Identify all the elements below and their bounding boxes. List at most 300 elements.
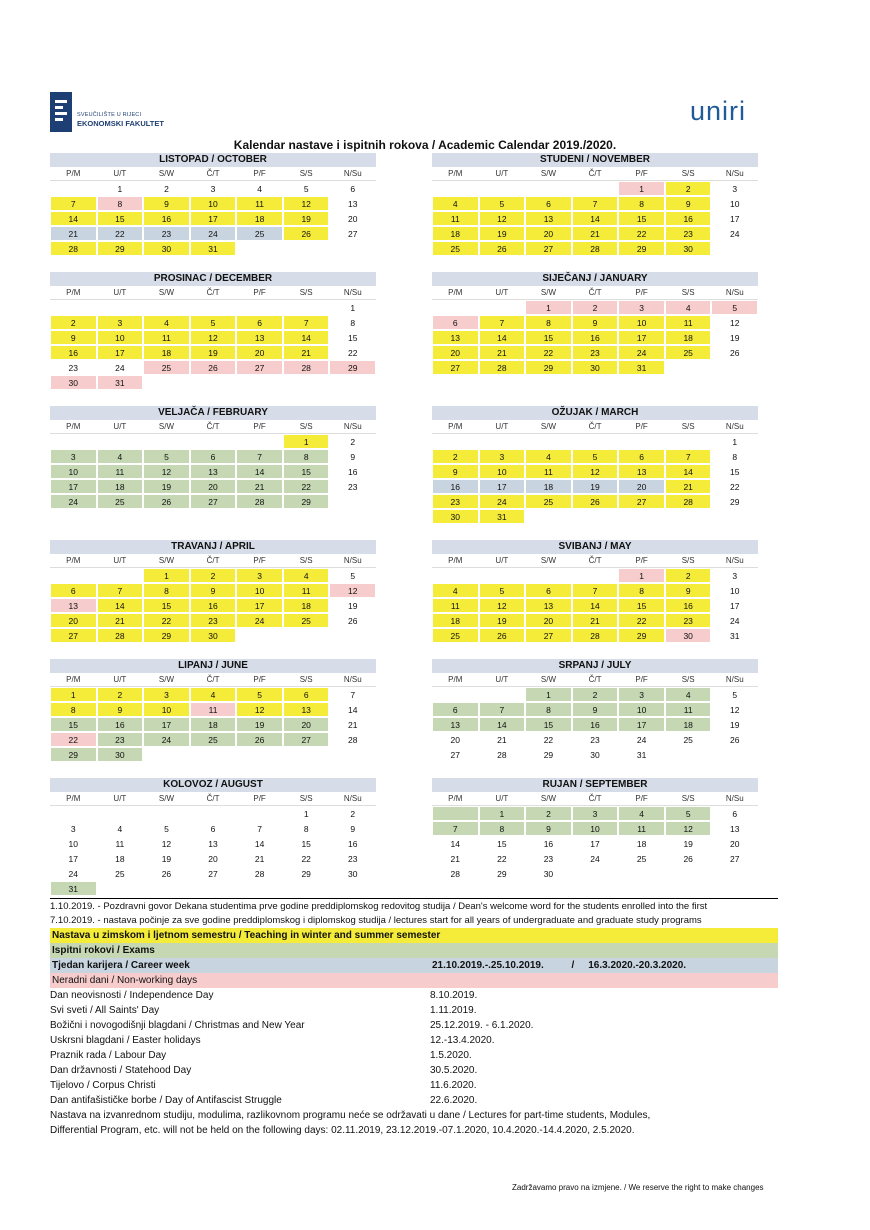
day-cell: 3 (190, 181, 237, 196)
day-cell: 30 (432, 509, 479, 524)
week-row (432, 821, 758, 836)
weekday-label: S/W (540, 169, 556, 178)
week-row (432, 747, 758, 762)
month-table (432, 153, 758, 256)
day-cell: 6 (190, 449, 237, 464)
holiday-row (50, 1033, 778, 1048)
day-cell: 8 (711, 449, 758, 464)
weekday-label: U/T (495, 556, 509, 565)
week-row (432, 300, 758, 315)
day-cell: 18 (618, 836, 665, 851)
day-cell: 19 (711, 717, 758, 732)
day-cell: 1 (618, 181, 665, 196)
day-cell: 28 (236, 866, 283, 881)
day-cell: 15 (329, 330, 376, 345)
day-cell: 11 (665, 702, 712, 717)
day-cell: 24 (711, 226, 758, 241)
day-cell (711, 747, 758, 762)
day-cell: 9 (329, 449, 376, 464)
day-cell: 21 (329, 717, 376, 732)
week-row (50, 315, 376, 330)
day-cell: 23 (329, 479, 376, 494)
day-cell: 29 (618, 628, 665, 643)
weekday-header (432, 167, 758, 181)
weekday-label: S/W (540, 556, 556, 565)
weekday-label: N/Su (725, 794, 744, 803)
day-cell: 4 (190, 687, 237, 702)
day-cell: 4 (97, 821, 144, 836)
month-table (50, 272, 376, 390)
day-cell: 25 (143, 360, 190, 375)
day-cell: 28 (97, 628, 144, 643)
day-cell: 2 (329, 434, 376, 449)
weekday-label: S/S (299, 422, 313, 431)
weekday-header (432, 554, 758, 568)
weekday-label: Č/T (588, 422, 602, 431)
week-row (432, 836, 758, 851)
day-cell: 5 (143, 821, 190, 836)
day-cell (143, 881, 190, 896)
day-cell: 26 (329, 613, 376, 628)
day-cell: 30 (190, 628, 237, 643)
holiday-name: Praznik rada / Labour Day (50, 1050, 167, 1061)
day-cell (432, 181, 479, 196)
week-row (50, 717, 376, 732)
day-cell (432, 434, 479, 449)
day-cell: 9 (50, 330, 97, 345)
weekday-label: P/M (66, 556, 81, 565)
day-cell: 19 (329, 598, 376, 613)
day-cell: 15 (283, 836, 330, 851)
day-cell (665, 866, 712, 881)
month-title: STUDENI / NOVEMBER (432, 153, 758, 167)
day-cell: 18 (432, 226, 479, 241)
day-cell: 1 (525, 300, 572, 315)
week-row (50, 732, 376, 747)
day-cell (97, 300, 144, 315)
day-cell: 3 (711, 181, 758, 196)
day-cell: 13 (190, 464, 237, 479)
week-row (432, 509, 758, 524)
weekday-label: U/T (113, 288, 127, 297)
weekday-label: S/W (158, 794, 174, 803)
day-cell: 12 (143, 464, 190, 479)
day-cell: 2 (572, 300, 619, 315)
weekday-label: N/Su (343, 288, 362, 297)
day-cell: 26 (236, 732, 283, 747)
weekday-label: N/Su (725, 288, 744, 297)
day-cell: 31 (711, 628, 758, 643)
week-row (432, 687, 758, 702)
weekday-label: P/M (66, 675, 81, 684)
weekday-header (50, 673, 376, 687)
week-row (50, 613, 376, 628)
day-cell: 27 (190, 494, 237, 509)
day-cell: 6 (525, 583, 572, 598)
day-cell: 19 (711, 330, 758, 345)
day-cell: 30 (665, 241, 712, 256)
day-cell: 10 (572, 821, 619, 836)
weekday-label: Č/T (206, 794, 220, 803)
weekday-label: P/F (635, 422, 648, 431)
weekday-label: Č/T (206, 288, 220, 297)
day-cell: 18 (665, 330, 712, 345)
holiday-date: 8.10.2019. (430, 990, 478, 1001)
holiday-row (50, 1063, 778, 1078)
legend-exams: Ispitni rokovi / Exams (50, 943, 778, 958)
weekday-header (50, 420, 376, 434)
holiday-date: 12.-13.4.2020. (430, 1035, 495, 1046)
day-cell: 12 (665, 821, 712, 836)
day-cell: 27 (618, 494, 665, 509)
day-cell: 13 (525, 211, 572, 226)
day-cell: 6 (432, 702, 479, 717)
day-cell: 8 (283, 449, 330, 464)
week-row (50, 300, 376, 315)
day-cell (97, 568, 144, 583)
day-cell (479, 568, 526, 583)
day-cell: 11 (432, 211, 479, 226)
weekday-label: P/F (635, 794, 648, 803)
weekday-label: N/Su (725, 675, 744, 684)
day-cell (525, 181, 572, 196)
weekday-label: S/S (299, 169, 313, 178)
day-cell: 17 (97, 345, 144, 360)
day-cell: 20 (190, 479, 237, 494)
weekday-label: Č/T (206, 675, 220, 684)
day-cell: 7 (283, 315, 330, 330)
day-cell: 18 (432, 613, 479, 628)
day-cell: 19 (479, 613, 526, 628)
day-cell: 21 (432, 851, 479, 866)
day-cell (479, 434, 526, 449)
day-cell: 9 (665, 196, 712, 211)
day-cell: 13 (711, 821, 758, 836)
day-cell: 1 (329, 300, 376, 315)
weekday-label: S/W (540, 422, 556, 431)
day-cell: 11 (236, 196, 283, 211)
day-cell (479, 687, 526, 702)
day-cell: 23 (665, 226, 712, 241)
day-cell: 28 (50, 241, 97, 256)
day-cell: 15 (711, 464, 758, 479)
week-row (432, 330, 758, 345)
day-cell: 6 (329, 181, 376, 196)
week-row (432, 717, 758, 732)
day-cell (97, 806, 144, 821)
day-cell: 12 (711, 315, 758, 330)
day-cell: 28 (479, 360, 526, 375)
holiday-row (50, 1003, 778, 1018)
day-cell: 2 (665, 181, 712, 196)
week-row (50, 836, 376, 851)
day-cell: 6 (50, 583, 97, 598)
weekday-label: S/W (158, 675, 174, 684)
day-cell: 19 (143, 479, 190, 494)
day-cell (50, 568, 97, 583)
weekday-label: P/F (253, 794, 266, 803)
day-cell: 12 (479, 598, 526, 613)
day-cell: 5 (711, 300, 758, 315)
month-table (50, 659, 376, 762)
day-cell (50, 806, 97, 821)
day-cell: 20 (711, 836, 758, 851)
weekday-label: N/Su (725, 422, 744, 431)
day-cell (236, 881, 283, 896)
day-cell: 11 (525, 464, 572, 479)
day-cell: 30 (665, 628, 712, 643)
weekday-header (50, 554, 376, 568)
day-cell: 5 (143, 449, 190, 464)
day-cell: 11 (432, 598, 479, 613)
day-cell: 13 (432, 330, 479, 345)
day-cell: 10 (190, 196, 237, 211)
day-cell: 4 (525, 449, 572, 464)
day-cell: 7 (479, 702, 526, 717)
day-cell: 16 (665, 598, 712, 613)
day-cell: 26 (572, 494, 619, 509)
day-cell: 12 (236, 702, 283, 717)
day-cell: 26 (479, 241, 526, 256)
day-cell: 14 (479, 717, 526, 732)
day-cell: 4 (665, 300, 712, 315)
day-cell: 8 (479, 821, 526, 836)
weekday-label: U/T (113, 675, 127, 684)
day-cell (190, 881, 237, 896)
day-cell: 17 (50, 851, 97, 866)
day-cell (190, 434, 237, 449)
day-cell: 5 (329, 568, 376, 583)
day-cell: 14 (50, 211, 97, 226)
day-cell (190, 375, 237, 390)
day-cell: 15 (618, 211, 665, 226)
day-cell: 10 (711, 583, 758, 598)
weekday-label: P/F (253, 675, 266, 684)
day-cell (236, 434, 283, 449)
day-cell (97, 434, 144, 449)
day-cell: 17 (572, 836, 619, 851)
day-cell: 7 (236, 821, 283, 836)
day-cell: 29 (283, 494, 330, 509)
month-table (432, 272, 758, 375)
day-cell (236, 375, 283, 390)
week-row (432, 732, 758, 747)
day-cell (236, 628, 283, 643)
day-cell (618, 509, 665, 524)
weekday-label: S/S (681, 675, 695, 684)
day-cell: 31 (618, 747, 665, 762)
day-cell: 19 (479, 226, 526, 241)
day-cell (329, 628, 376, 643)
day-cell: 28 (329, 732, 376, 747)
day-cell: 12 (479, 211, 526, 226)
day-cell: 21 (283, 345, 330, 360)
week-row (432, 583, 758, 598)
weekday-label: S/W (158, 422, 174, 431)
day-cell: 22 (618, 226, 665, 241)
week-row (50, 851, 376, 866)
day-cell (618, 434, 665, 449)
day-cell: 21 (479, 345, 526, 360)
day-cell: 1 (97, 181, 144, 196)
day-cell: 29 (525, 360, 572, 375)
day-cell (479, 300, 526, 315)
day-cell: 10 (711, 196, 758, 211)
week-row (432, 196, 758, 211)
day-cell: 25 (432, 241, 479, 256)
day-cell: 19 (665, 836, 712, 851)
weekday-label: N/Su (343, 675, 362, 684)
day-cell: 7 (97, 583, 144, 598)
month-table (50, 406, 376, 509)
month-title: LIPANJ / JUNE (50, 659, 376, 673)
day-cell: 15 (479, 836, 526, 851)
week-row (432, 345, 758, 360)
day-cell (432, 300, 479, 315)
day-cell: 27 (329, 226, 376, 241)
note-part-time-1: Nastava na izvanrednom studiju, modulima, razlikovnom programu neće se održavati u dane / Lectures for part-time students, Modules, (50, 1110, 651, 1121)
day-cell: 25 (665, 732, 712, 747)
weekday-label: Č/T (588, 556, 602, 565)
day-cell: 8 (525, 315, 572, 330)
day-cell: 27 (525, 628, 572, 643)
day-cell: 14 (329, 702, 376, 717)
week-row (432, 613, 758, 628)
day-cell: 17 (618, 330, 665, 345)
day-cell: 29 (479, 866, 526, 881)
day-cell: 5 (665, 806, 712, 821)
day-cell: 18 (236, 211, 283, 226)
holiday-row (50, 1078, 778, 1093)
day-cell: 30 (329, 866, 376, 881)
day-cell (143, 434, 190, 449)
day-cell: 24 (50, 494, 97, 509)
week-row (432, 628, 758, 643)
day-cell: 12 (329, 583, 376, 598)
day-cell: 23 (143, 226, 190, 241)
day-cell (50, 181, 97, 196)
day-cell: 16 (97, 717, 144, 732)
weekday-label: Č/T (588, 169, 602, 178)
day-cell: 20 (618, 479, 665, 494)
day-cell: 2 (525, 806, 572, 821)
uniri-logo: uniri (690, 96, 747, 126)
day-cell: 23 (572, 732, 619, 747)
day-cell: 13 (525, 598, 572, 613)
day-cell: 18 (190, 717, 237, 732)
weekday-label: Č/T (588, 288, 602, 297)
day-cell: 20 (190, 851, 237, 866)
weekday-label: P/F (635, 556, 648, 565)
day-cell: 7 (479, 315, 526, 330)
weekday-label: P/M (448, 422, 463, 431)
day-cell: 24 (143, 732, 190, 747)
week-row (432, 806, 758, 821)
day-cell: 13 (329, 196, 376, 211)
day-cell: 30 (50, 375, 97, 390)
day-cell: 22 (525, 732, 572, 747)
day-cell: 17 (711, 598, 758, 613)
day-cell: 25 (283, 613, 330, 628)
day-cell: 15 (143, 598, 190, 613)
week-row (432, 479, 758, 494)
faculty-emblem-icon (50, 92, 72, 132)
day-cell: 20 (329, 211, 376, 226)
day-cell: 3 (711, 568, 758, 583)
day-cell: 26 (711, 345, 758, 360)
week-row (432, 449, 758, 464)
day-cell: 29 (711, 494, 758, 509)
note-lectures-start: 7.10.2019. - nastava počinje za sve godine preddiplomskog i diplomskog studija / lectures start for all years of undergraduate and graduate study programs (50, 915, 702, 926)
day-cell: 14 (432, 836, 479, 851)
day-cell: 21 (665, 479, 712, 494)
day-cell (283, 747, 330, 762)
day-cell: 30 (572, 747, 619, 762)
day-cell: 20 (525, 226, 572, 241)
day-cell: 15 (525, 717, 572, 732)
day-cell: 16 (432, 479, 479, 494)
day-cell: 22 (618, 613, 665, 628)
day-cell: 23 (50, 360, 97, 375)
holiday-date: 25.12.2019. - 6.1.2020. (430, 1020, 534, 1031)
weekday-header (432, 792, 758, 806)
day-cell: 10 (479, 464, 526, 479)
day-cell: 27 (50, 628, 97, 643)
day-cell: 17 (50, 479, 97, 494)
weekday-label: Č/T (588, 794, 602, 803)
month-title: OŽUJAK / MARCH (432, 406, 758, 420)
day-cell: 30 (525, 866, 572, 881)
day-cell: 18 (525, 479, 572, 494)
holiday-date: 30.5.2020. (430, 1065, 478, 1076)
day-cell (432, 806, 479, 821)
day-cell: 31 (479, 509, 526, 524)
week-row (50, 434, 376, 449)
day-cell: 15 (618, 598, 665, 613)
day-cell: 8 (618, 583, 665, 598)
day-cell (618, 866, 665, 881)
day-cell: 9 (572, 702, 619, 717)
day-cell: 17 (711, 211, 758, 226)
day-cell: 12 (572, 464, 619, 479)
month-title: KOLOVOZ / AUGUST (50, 778, 376, 792)
day-cell (525, 568, 572, 583)
week-row (432, 226, 758, 241)
weekday-label: S/S (299, 556, 313, 565)
day-cell (665, 434, 712, 449)
day-cell: 23 (432, 494, 479, 509)
holiday-date: 1.11.2019. (430, 1005, 477, 1016)
day-cell: 25 (190, 732, 237, 747)
day-cell: 24 (711, 613, 758, 628)
month-table (50, 540, 376, 643)
day-cell: 25 (97, 494, 144, 509)
weekday-label: N/Su (725, 169, 744, 178)
day-cell: 22 (711, 479, 758, 494)
day-cell (432, 687, 479, 702)
day-cell: 7 (50, 196, 97, 211)
day-cell: 1 (525, 687, 572, 702)
weekday-label: P/M (448, 556, 463, 565)
day-cell (236, 806, 283, 821)
day-cell: 10 (50, 836, 97, 851)
weekday-label: U/T (113, 556, 127, 565)
holiday-name: Dan neovisnosti / Independence Day (50, 990, 214, 1001)
day-cell: 17 (479, 479, 526, 494)
day-cell (50, 300, 97, 315)
day-cell (283, 241, 330, 256)
holiday-name: Dan državnosti / Statehood Day (50, 1065, 192, 1076)
